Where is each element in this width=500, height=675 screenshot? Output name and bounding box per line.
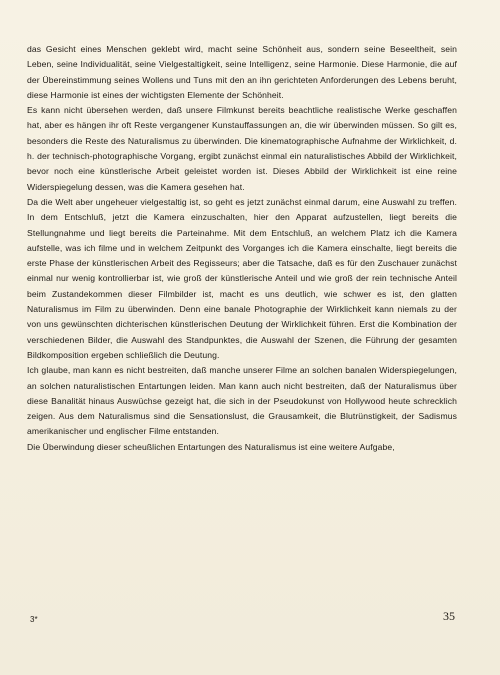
paragraph: Die Überwindung dieser scheußlichen Entartungen des Naturalismus ist eine weitere Aufgabe, — [27, 441, 395, 452]
paragraph: Ich glaube, man kann es nicht bestreiten, daß manche unserer Filme an solchen banalen Widerspiegelungen, an solchen naturalistischen Entartungen leiden. Man kann auch nicht bestreiten, daß der Naturalismus über diese Banalität hinaus Auswüchse gezeigt hat, die sich in der Pseudokunst von Hollywood heute schrecklich zeigen. Aus dem Naturalismus sind die Sensationslust, die Grausamkeit, die Blutrünstigkeit, der Sadismus amerikanischer und englischer Filme entstanden. — [27, 365, 457, 437]
paragraph: das Gesicht eines Menschen geklebt wird, macht seine Schönheit aus, sondern seine Beseeltheit, sein Leben, seine Individualität, seine Vielgestaltigkeit, seine Intelligenz, seine Harmonie. Diese Harmonie, die auf der Übereinstimmung seines Wollens und Tuns mit den an ihn gerichteten Anforderungen des Lebens beruht, diese Harmonie ist eines der wichtigsten Elemente der Schönheit. — [27, 44, 457, 100]
page-number: 35 — [443, 609, 455, 623]
signature-mark: 3* — [30, 615, 38, 624]
body-text — [27, 42, 457, 455]
paragraph: Es kann nicht übersehen werden, daß unsere Filmkunst bereits beachtliche realistische Werke geschaffen hat, aber es hängen ihr oft Reste vergangener Kunstauffassungen an, die wir überwinden müssen. So gilt es, besonders die Reste des Naturalismus zu überwinden. Die kinematographische Aufnahme der Wirklichkeit, d. h. der technisch-photographische Vorgang, ergibt zunächst einmal ein naturalistisches Abbild der Wirklichkeit, bevor noch eine künstlerische Arbeit geleistet worden ist. Dieses Abbild der Wirklichkeit ist eine reine Widerspiegelung dessen, was die Kamera gesehen hat. — [27, 105, 457, 192]
paragraph: Da die Welt aber ungeheuer vielgestaltig ist, so geht es jetzt zunächst einmal darum, eine Auswahl zu treffen. In dem Entschluß, jetzt die Kamera einzuschalten, hier den Apparat aufzustellen, liegt bereits die Stellungnahme und liegt bereits die Parteinahme. Mit dem Entschluß, an welchem Platz ich die Kamera aufstelle, was ich filme und in welchem Zeitpunkt des Vorganges ich die Kamera einschalte, liegt bereits die erste Phase der künstlerischen Arbeit des Regisseurs; aber die Tatsache, daß es für den Zuschauer zunächst einmal nur wenig kontrollierbar ist, wie groß der künstlerische Anteil und wie groß der rein technische Anteil beim Zustandekommen dieser Filmbilder ist, macht es uns deutlich, wie schwer es ist, den glatten Naturalismus im Film zu überwinden. Denn eine banale Photographie der Wirklichkeit kann niemals zu der von uns gewünschten dichterischen künstlerischen Deutung der Wirklichkeit führen. Erst die Kombination der verschiedenen Bilder, die Auswahl des Standpunktes, die Auswahl der Szenen, die Führung der gesamten Bildkomposition ergeben schließlich die Deutung. — [27, 196, 457, 360]
